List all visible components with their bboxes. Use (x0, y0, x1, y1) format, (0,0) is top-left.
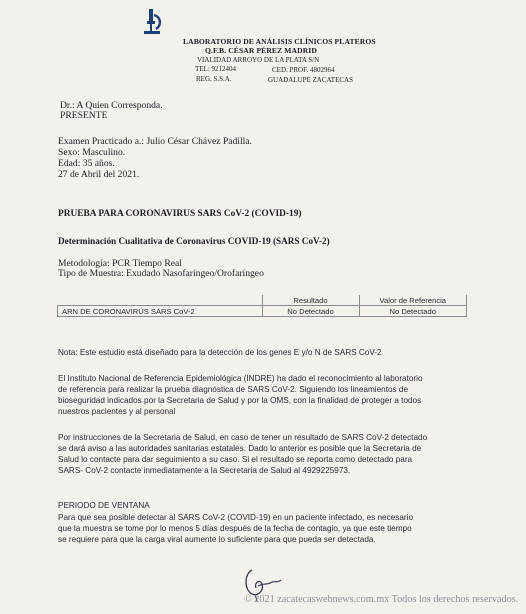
results-table (57, 295, 467, 317)
salutation-presente: PRESENTE (60, 110, 108, 121)
window-period-line: se requiere para que la carga viral aumente lo suficiente para que pueda ser detectada. (58, 535, 376, 544)
microscope-icon (141, 7, 165, 37)
paragraph-2-line: se dará aviso a las autoridades sanitarias estatales. Dado lo anterior es posible que la Secretaria de (58, 444, 422, 453)
patient-sex: Sexo: Masculino. (58, 147, 126, 158)
lab-phone: TEL: 9212404 (195, 65, 237, 73)
result-value: No Detectado (262, 306, 359, 317)
results-table-header (58, 295, 467, 306)
lab-name: LABORATORIO DE ANÁLISIS CLÍNICOS PLATEROS (183, 37, 376, 46)
paragraph-2 (58, 432, 427, 476)
paragraph-2-line: SARS- CoV-2 contacte inmediatamente a la Secretaria de Salud al 4929225973. (58, 466, 351, 475)
patient-age: Edad: 35 años. (58, 158, 115, 169)
header-reference: Valor de Referencia (359, 295, 467, 306)
test-methodology: Metodología: PCR Tiempo Real (58, 258, 182, 269)
note-text: Nota: Este estudio está diseñado para la detección de los genes E y/o N de SARS CoV-2 (58, 348, 382, 357)
test-sample-type: Tipo de Muestra: Exudado Nasofaríngeo/Orofaríngeo (58, 268, 264, 279)
test-title: PRUEBA PARA CORONAVIRUS SARS CoV-2 (COVID-19) (58, 209, 302, 219)
lab-address: VIALIDAD ARROYO DE LA PLATA S/N (197, 56, 320, 64)
test-subtitle: Determinación Cualitativa de Coronavirus COVID-19 (SARS CoV-2) (58, 236, 330, 246)
lab-ced-prof: CED. PROF. 4802964 (272, 66, 335, 74)
paragraph-1 (58, 373, 423, 417)
copyright-watermark: © 2021 zacatecaswebnews.com.mx Todos los derechos reservados. (244, 594, 519, 605)
lab-director: Q.F.B. CÉSAR PÉREZ MADRID (205, 46, 317, 55)
paragraph-1-line: bioseguridad indicados por la Secretaria de Salud y por la OMS, con la finalidad de proteger a todos (58, 396, 422, 405)
lab-city: GUADALUPE ZACATECAS (268, 76, 353, 84)
patient-exam-line: Examen Practicado a.: Julio César Chávez Padilla. (58, 136, 252, 147)
reference-value: No Detectado (359, 306, 467, 317)
window-period-line: Para que sea posible detectar al SARS CoV-2 (COVID-19) en un paciente infectado, es necesario (58, 513, 413, 522)
window-period-text (58, 512, 413, 545)
table-row (58, 306, 467, 317)
header-result: Resultado (262, 295, 359, 306)
report-date: 27 de Abril del 2021. (58, 169, 140, 180)
paragraph-2-line: Por instrucciones de la Secretaria de Salud, en caso de tener un resultado de SARS CoV-2 detectado (58, 433, 428, 442)
window-period-title: PERIODO DE VENTANA (58, 501, 150, 510)
header-empty (58, 295, 263, 306)
lab-logo (141, 7, 165, 37)
lab-registration: REG. S.S.A. (196, 75, 232, 83)
paragraph-1-line: El Instituto Nacional de Referencia Epidemiológica (INDRE) ha dado el reconocimiento al laboratorio (58, 374, 423, 383)
paragraph-1-line: de referencia para realizar la prueba diagnóstica de SARS CoV-2. Siguiendo los lineamientos de (58, 385, 408, 394)
paragraph-1-line: nuestros pacientes y al personal (58, 407, 176, 416)
analyte-name: ARN DE CORONAVIRUS SARS CoV-2 (58, 306, 263, 317)
paragraph-2-line: Salud lo contacte para dar seguimiento a su caso. Si el resultado se reporta como detectado para (58, 455, 413, 464)
window-period-line: que la muestra se tome por lo menos 5 días después de la fecha de contagio, ya que este tiempo (58, 524, 412, 533)
salutation-recipient: Dr.: A Quien Corresponda. (60, 100, 163, 111)
